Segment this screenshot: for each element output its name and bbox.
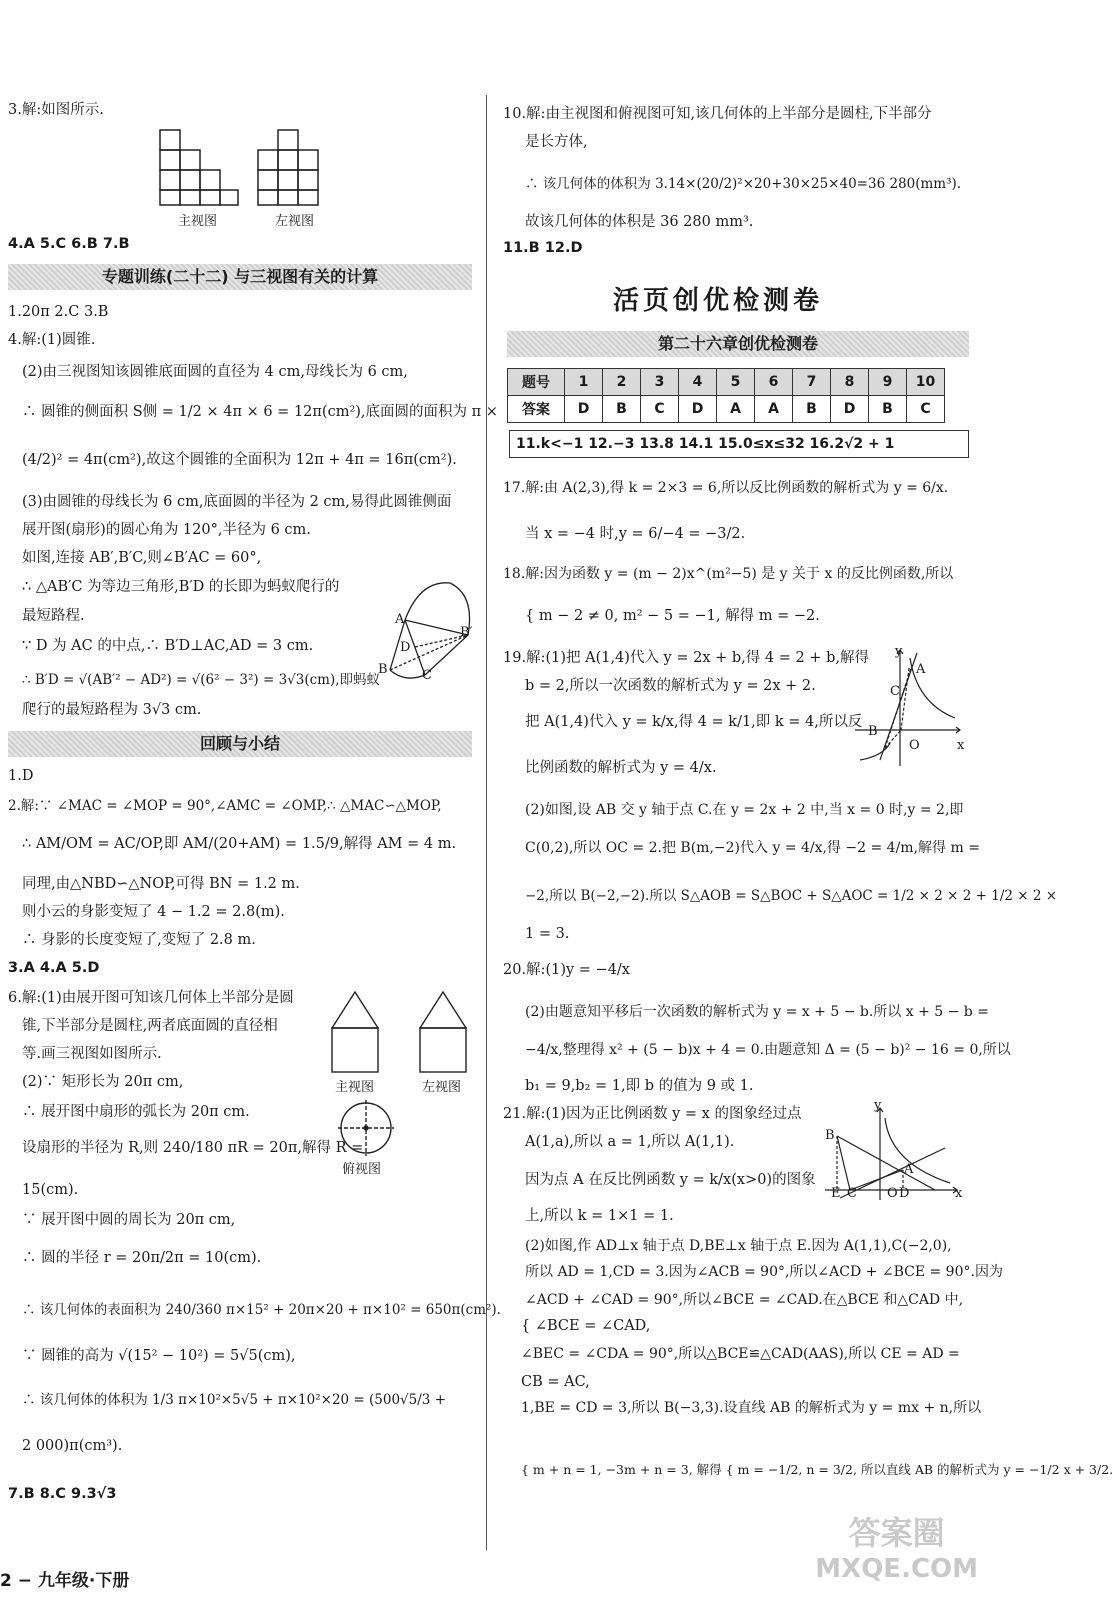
graph21-label: C [847, 1186, 857, 1201]
point-label: A [395, 612, 405, 627]
text-line: (3)由圆锥的母线长为 6 cm,底面圆的半径为 2 cm,易得此圆锥侧面 [22, 494, 452, 510]
table-cell: D [831, 396, 869, 423]
text-line: 爬行的最短路程为 3√3 cm. [22, 702, 202, 718]
text-line: ∴ AM/OM = AC/OP,即 AM/(20+AM) = 1.5/9,解得 AM = 4 m. [22, 836, 457, 852]
text-line: ∴ 该几何体的体积为 3.14×(20/2)²×20+30×25×40=36 280(mm³). [525, 176, 962, 192]
section-title-review: 回顾与小结 [8, 731, 472, 757]
text-line: ∴ 展开图中扇形的弧长为 20π cm. [22, 1104, 250, 1120]
graph21-label: D [899, 1186, 910, 1201]
text-line: 17.解:由 A(2,3),得 k = 2×3 = 6,所以反比例函数的解析式为 y = 6/x. [503, 480, 949, 496]
text-line: ∠BEC = ∠CDA = 90°,所以△BCE≌△CAD(AAS),所以 CE = AD = [521, 1346, 960, 1362]
table-header-label: 题号 [508, 369, 565, 396]
text-line: 21.解:(1)因为正比例函数 y = x 的图象经过点 [503, 1106, 802, 1122]
text-line: 比例函数的解析式为 y = 4/x. [525, 760, 717, 776]
text-line: ∵ 展开图中圆的周长为 20π cm, [22, 1212, 236, 1228]
page-footer: 2 − 九年级·下册 [0, 1571, 130, 1591]
table-cell: B [603, 396, 641, 423]
watermark-text: 答案圈 [848, 1514, 945, 1552]
top-view-caption: 俯视图 [342, 1162, 382, 1177]
front-view-cone-cylinder [330, 990, 380, 1075]
front-view-caption: 主视图 [178, 214, 218, 229]
table-cell: 5 [717, 369, 755, 396]
point-label: B′ [460, 625, 473, 640]
graph19-label: B [868, 724, 878, 739]
table-cell: B [869, 396, 907, 423]
text-line: { m + n = 1, −3m + n = 3, 解得 { m = −1/2, n = 3/2, 所以直线 AB 的解析式为 y = −1/2 x + 3/2. [521, 1462, 1113, 1477]
text-line: 如图,连接 AB′,B′C,则∠B′AC = 60°, [22, 550, 262, 566]
text-line: ∴ △AB′C 为等边三角形,B′D 的长即为蚂蚁爬行的 [22, 579, 340, 595]
front-view-figure [160, 130, 240, 210]
chapter-title: 第二十六章创优检测卷 [507, 331, 969, 357]
text-line: ∴ 该几何体的体积为 1/3 π×10²×5√5 + π×10²×20 = (500√5/3 + [22, 1392, 446, 1408]
table-row-label: 答案 [508, 396, 565, 423]
table-cell: B [793, 396, 831, 423]
text-line: { ∠BCE = ∠CAD, [521, 1318, 651, 1334]
text-line: 展开图(扇形)的圆心角为 120°,半径为 6 cm. [22, 522, 311, 538]
answer-3: 3.解:如图所示. [8, 102, 104, 118]
text-line: b₁ = 9,b₂ = 1,即 b 的值为 9 或 1. [525, 1078, 754, 1094]
text-line: ∴ 该几何体的表面积为 240/360 π×15² + 20π×20 + π×10² = 650π(cm²). [22, 1302, 501, 1318]
table-cell: 8 [831, 369, 869, 396]
graph21-label: A [904, 1162, 914, 1177]
text-line: 当 x = −4 时,y = 6/−4 = −3/2. [525, 526, 746, 542]
top-view-circle [338, 1100, 394, 1156]
text-line: 6.解:(1)由展开图可知该几何体上半部分是圆 [8, 990, 294, 1006]
table-cell: C [641, 396, 679, 423]
side-view-caption: 左视图 [275, 214, 315, 229]
text-line: ∵ D 为 AC 的中点,∴ B′D⊥AC,AD = 3 cm. [22, 638, 314, 654]
text-line: 则小云的身影变短了 4 − 1.2 = 2.8(m). [22, 904, 285, 920]
point-label: B [378, 662, 388, 677]
text-line: 11.B 12.D [503, 240, 583, 256]
watermark-logo [815, 1515, 978, 1587]
fill-in-answers: 11.k<−1 12.−3 13.8 14.1 15.0≤x≤32 16.2√2 + 1 [509, 430, 969, 458]
text-line: 19.解:(1)把 A(1,4)代入 y = 2x + b,得 4 = 2 + b,解得 [503, 650, 869, 666]
text-line: (2)如图,设 AB 交 y 轴于点 C.在 y = 2x + 2 中,当 x = 0 时,y = 2,即 [525, 802, 964, 818]
answer-table [507, 368, 945, 423]
text-line: CB = AC, [521, 1374, 590, 1390]
table-cell: A [717, 396, 755, 423]
table-cell: C [907, 396, 945, 423]
text-line: ∵ 圆锥的高为 √(15² − 10²) = 5√5(cm), [22, 1348, 296, 1364]
text-line: 7.B 8.C 9.3√3 [8, 1486, 117, 1502]
text-line: (2)∵ 矩形长为 20π cm, [22, 1074, 184, 1090]
graph21-label: y [874, 1098, 882, 1113]
side-view-caption-2: 左视图 [422, 1080, 462, 1095]
graph21-label: E [831, 1186, 841, 1201]
text-line: 是长方体, [525, 134, 588, 150]
column-divider [486, 95, 487, 1550]
watermark-url: MXQE.COM [815, 1554, 978, 1584]
text-line: 1.D [8, 768, 34, 784]
answers-4-7: 4.A 5.C 6.B 7.B [8, 236, 130, 252]
text-line: 锥,下半部分是圆柱,两者底面圆的直径相 [22, 1018, 278, 1034]
text-line: 等.画三视图如图所示. [22, 1046, 162, 1062]
text-line: 20.解:(1)y = −4/x [503, 962, 630, 978]
text-line: −2,所以 B(−2,−2).所以 S△AOB = S△BOC + S△AOC = 1/2 × 2 × 2 + 1/2 × 2 × [525, 888, 1058, 904]
table-cell: D [565, 396, 603, 423]
text-line: ∴ B′D = √(AB′² − AD²) = √(6² − 3²) = 3√3(cm),即蚂蚁 [22, 672, 381, 688]
table-cell: 2 [603, 369, 641, 396]
text-line: −4/x,整理得 x² + (5 − b)x + 4 = 0.由题意知 Δ = (5 − b)² − 16 = 0,所以 [525, 1042, 1011, 1058]
text-line: 故该几何体的体积是 36 280 mm³. [525, 214, 754, 230]
text-line: 2.解:∵ ∠MAC = ∠MOP = 90°,∠AMC = ∠OMP,∴ △MAC∽△MOP, [8, 798, 442, 814]
point-label: C [422, 668, 432, 683]
text-line: 把 A(1,4)代入 y = k/x,得 4 = k/1,即 k = 4,所以反 [525, 714, 863, 730]
text-line: (2)如图,作 AD⊥x 轴于点 D,BE⊥x 轴于点 E.因为 A(1,1),C(−2,0), [525, 1238, 952, 1254]
graph19-label: O [909, 738, 920, 753]
text-line: 设扇形的半径为 R,则 240/180 πR = 20π,解得 R = [22, 1140, 364, 1156]
text-line: (4/2)² = 4π(cm²),故这个圆锥的全面积为 12π + 4π = 16π(cm²). [22, 452, 457, 468]
graph19-label: C [890, 684, 900, 699]
graph21-label: B [825, 1128, 835, 1143]
answers-1-3: 1.20π 2.C 3.B [8, 304, 109, 320]
text-line: ∴ 圆锥的侧面积 S侧 = 1/2 × 4π × 6 = 12π(cm²),底面圆的面积为 π × [22, 404, 498, 420]
table-cell: 9 [869, 369, 907, 396]
graph19-label: x [957, 738, 965, 753]
text-line: 因为点 A 在反比例函数 y = k/x(x>0)的图象 [525, 1172, 816, 1188]
text-line: C(0,2),所以 OC = 2.把 B(m,−2)代入 y = 4/x,得 −2 = 4/m,解得 m = [525, 840, 980, 856]
text-line: ∴ 圆的半径 r = 20π/2π = 10(cm). [22, 1250, 262, 1266]
text-line: ∠ACD + ∠CAD = 90°,所以∠BCE = ∠CAD.在△BCE 和△CAD 中, [525, 1292, 964, 1308]
section-title-special-training: 专题训练(二十二) 与三视图有关的计算 [8, 264, 472, 290]
side-view-figure [258, 130, 338, 210]
table-cell: 3 [641, 369, 679, 396]
table-cell: 6 [755, 369, 793, 396]
graph21-label: x [955, 1186, 963, 1201]
table-cell: 4 [679, 369, 717, 396]
text-line: 同理,由△NBD∽△NOP,可得 BN = 1.2 m. [22, 876, 300, 892]
text-line: 最短路程. [22, 608, 85, 624]
text-line: 2 000)π(cm³). [22, 1438, 123, 1454]
text-line: 4.解:(1)圆锥. [8, 332, 96, 348]
text-line: b = 2,所以一次函数的解析式为 y = 2x + 2. [525, 678, 816, 694]
text-line: A(1,a),所以 a = 1,所以 A(1,1). [525, 1134, 735, 1150]
text-line: (2)由题意知平移后一次函数的解析式为 y = x + 5 − b.所以 x + 5 − b = [525, 1004, 989, 1020]
text-line: 10.解:由主视图和俯视图可知,该几何体的上半部分是圆柱,下半部分 [503, 106, 932, 122]
graph21-label: O [887, 1186, 898, 1201]
text-line: { m − 2 ≠ 0, m² − 5 = −1, 解得 m = −2. [525, 608, 820, 624]
text-line: 1,BE = CD = 3,所以 B(−3,3).设直线 AB 的解析式为 y = mx + n,所以 [521, 1400, 982, 1416]
table-cell: 1 [565, 369, 603, 396]
front-view-caption-2: 主视图 [335, 1080, 375, 1095]
table-cell: 10 [907, 369, 945, 396]
big-title: 活页创优检测卷 [613, 286, 824, 316]
point-label: D [400, 640, 411, 655]
text-line: 15(cm). [22, 1182, 79, 1198]
text-line: (2)由三视图知该圆锥底面圆的直径为 4 cm,母线长为 6 cm, [22, 364, 408, 380]
text-line: 上,所以 k = 1×1 = 1. [525, 1208, 674, 1224]
text-line: ∴ 身影的长度变短了,变短了 2.8 m. [22, 932, 256, 948]
graph19-label: A [916, 662, 926, 677]
text-line: 3.A 4.A 5.D [8, 960, 100, 976]
table-cell: D [679, 396, 717, 423]
text-line: 所以 AD = 1,CD = 3.因为∠ACB = 90°,所以∠ACD + ∠BCE = 90°.因为 [525, 1264, 1003, 1280]
text-line: 18.解:因为函数 y = (m − 2)x^(m²−5) 是 y 关于 x 的反比例函数,所以 [503, 566, 954, 582]
side-view-cone-cylinder [418, 990, 468, 1075]
text-line: 1 = 3. [525, 926, 570, 942]
table-cell: A [755, 396, 793, 423]
graph19-label: y [895, 644, 903, 659]
table-cell: 7 [793, 369, 831, 396]
